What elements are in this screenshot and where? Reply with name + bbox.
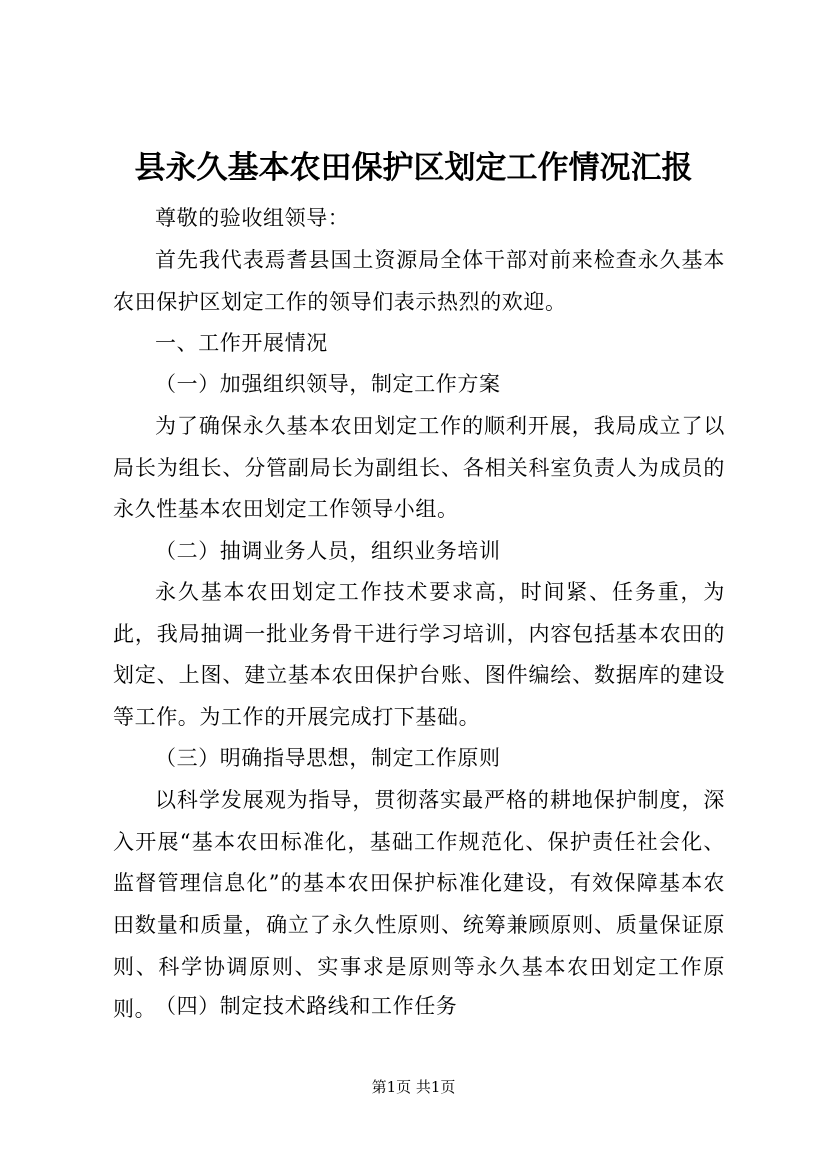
subheading-2: （二）抽调业务人员，组织业务培训 [155, 539, 501, 563]
subheading-4: （四）制定技术路线和工作任务 [155, 994, 458, 1018]
page-footer: 第1页 共1页 [371, 1078, 456, 1096]
paragraph-principles: 以科学发展观为指导，贯彻落实最严格的耕地保护制度，深入开展“基本农田标准化，基础工作规范化、保护责任社会化、监督管理信息化”的基本农田保护标准化建设，有效保障基本农田数量和质量，确立了永久性原则、统筹兼顾原则、质量保证原则、科学协调原则、实事求是原则等永久基本农田划定工作原则。 [113, 788, 725, 1021]
section-heading-1: 一、工作开展情况 [155, 331, 328, 355]
paragraph-organization: 为了确保永久基本农田划定工作的顺利开展，我局成立了以局长为组长、分管副局长为副组长、各相关科室负责人为成员的永久性基本农田划定工作领导小组。 [113, 414, 725, 522]
document-title: 县永久基本农田保护区划定工作情况汇报 [134, 150, 693, 186]
subheading-3: （三）明确指导思想，制定工作原则 [155, 746, 501, 770]
paragraph-training: 永久基本农田划定工作技术要求高，时间紧、任务重，为此，我局抽调一批业务骨干进行学习培训，内容包括基本农田的划定、上图、建立基本农田保护台账、图件编绘、数据库的建设等工作。为工作的开展完成打下基础。 [113, 580, 725, 730]
salutation: 尊敬的验收组领导： [155, 206, 350, 230]
subheading-1: （一）加强组织领导，制定工作方案 [155, 372, 501, 396]
paragraph-welcome: 首先我代表焉耆县国土资源局全体干部对前来检查永久基本农田保护区划定工作的领导们表示热烈的欢迎。 [113, 248, 725, 314]
